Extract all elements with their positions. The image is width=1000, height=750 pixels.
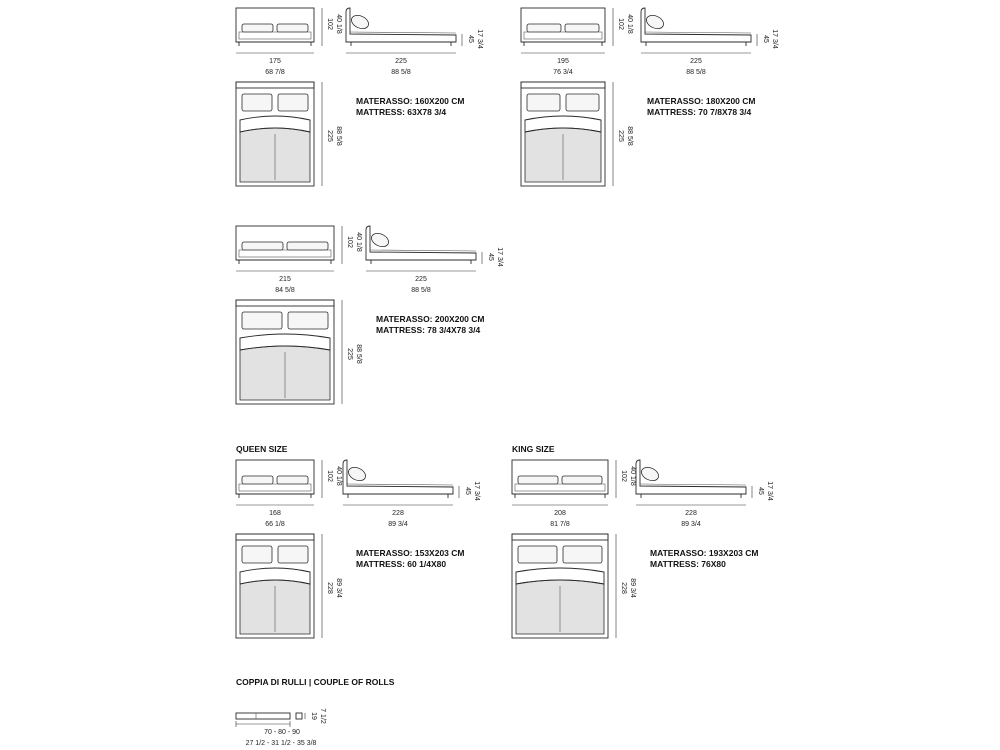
side-length-cm: 225: [690, 58, 702, 65]
roll-height-cm: 19: [310, 712, 317, 720]
top-headboard: [236, 534, 314, 540]
side-view: [343, 460, 480, 528]
top-headboard: [236, 300, 334, 306]
side-height-cm: 45: [757, 487, 764, 495]
side-pillow: [369, 231, 390, 249]
pillow-right: [565, 24, 599, 32]
top-pillow-right: [278, 94, 308, 111]
side-view: [366, 226, 503, 294]
materasso-label: MATERASSO: 193X203 CM: [650, 548, 759, 558]
side-height-in: 17 3/4: [473, 481, 480, 501]
top-pillow-right: [278, 546, 308, 563]
height-in: 40 1/8: [335, 466, 342, 486]
roll-length-in: 27 1/2 - 31 1/2 - 35 3/8: [245, 740, 317, 747]
top-view: [236, 534, 342, 638]
height-cm: 102: [617, 18, 624, 30]
front-view: [236, 226, 362, 294]
front-width-in: 66 1/8: [265, 521, 285, 528]
roll-length-cm: 70 - 80 - 90: [264, 729, 300, 736]
side-view: [641, 8, 778, 76]
front-width-in: 84 5/8: [275, 287, 295, 294]
bed-block-bed-180: [521, 8, 778, 186]
front-width-in: 68 7/8: [265, 69, 285, 76]
height-cm: 102: [346, 236, 353, 248]
side-pillow: [346, 465, 367, 483]
top-length-cm: 228: [620, 582, 627, 594]
mattress-label: MATTRESS: 60 1/4X80: [356, 559, 447, 569]
mattress-label: MATTRESS: 78 3/4X78 3/4: [376, 325, 481, 335]
top-length-in: 89 3/4: [629, 578, 636, 598]
height-cm: 102: [620, 470, 627, 482]
pillow-left: [242, 242, 283, 250]
top-length-in: 88 5/8: [335, 126, 342, 146]
top-pillow-left: [242, 94, 272, 111]
pillow-left: [242, 476, 273, 484]
pillow-left: [242, 24, 273, 32]
side-height-in: 17 3/4: [476, 29, 483, 49]
side-view: [346, 8, 483, 76]
bed-block-bed-king: [512, 444, 773, 638]
top-pillow-right: [563, 546, 602, 563]
side-pillow: [639, 465, 660, 483]
bed-size-heading: QUEEN SIZE: [236, 444, 288, 454]
top-pillow-left: [242, 312, 282, 329]
height-in: 40 1/8: [355, 232, 362, 252]
side-length-cm: 225: [395, 58, 407, 65]
side-pillow: [644, 13, 665, 31]
top-view: [521, 82, 633, 186]
materasso-label: MATERASSO: 200X200 CM: [376, 314, 485, 324]
top-length-in: 89 3/4: [335, 578, 342, 598]
top-length-in: 88 5/8: [626, 126, 633, 146]
bed-block-bed-160: [236, 8, 483, 186]
front-width-in: 81 7/8: [550, 521, 570, 528]
top-view: [512, 534, 636, 638]
mattress-front: [239, 32, 311, 39]
height-cm: 102: [326, 18, 333, 30]
front-width-cm: 208: [554, 510, 566, 517]
height-cm: 102: [326, 470, 333, 482]
top-headboard: [512, 534, 608, 540]
mattress-label: MATTRESS: 76X80: [650, 559, 726, 569]
side-mattress-line: [370, 250, 476, 251]
side-length-cm: 228: [685, 510, 697, 517]
roll-side-view: [296, 713, 302, 719]
side-height-in: 17 3/4: [766, 481, 773, 501]
roll-top-view: [236, 713, 290, 719]
top-headboard: [521, 82, 605, 88]
bed-block-bed-200: [236, 226, 503, 404]
bed-block-bed-queen: [236, 444, 480, 638]
pillow-left: [518, 476, 558, 484]
mattress-front: [239, 484, 311, 491]
mattress-label: MATTRESS: 63X78 3/4: [356, 107, 447, 117]
top-length-in: 88 5/8: [355, 344, 362, 364]
top-length-cm: 225: [617, 130, 624, 142]
side-view: [636, 460, 773, 528]
top-view: [236, 300, 362, 404]
side-length-in: 89 3/4: [681, 521, 701, 528]
side-length-cm: 225: [415, 276, 427, 283]
top-headboard: [236, 82, 314, 88]
front-view: [521, 8, 633, 76]
pillow-right: [562, 476, 602, 484]
materasso-label: MATERASSO: 153X203 CM: [356, 548, 465, 558]
side-pillow: [349, 13, 370, 31]
front-view: [512, 460, 636, 528]
top-pillow-left: [242, 546, 272, 563]
height-in: 40 1/8: [626, 14, 633, 34]
front-width-cm: 195: [557, 58, 569, 65]
pillow-right: [277, 24, 308, 32]
front-width-cm: 168: [269, 510, 281, 517]
front-view: [236, 460, 342, 528]
side-mattress-line: [645, 32, 751, 33]
mattress-label: MATTRESS: 70 7/8X78 3/4: [647, 107, 752, 117]
side-height-cm: 45: [464, 487, 471, 495]
top-length-cm: 225: [346, 348, 353, 360]
beds-layer: [236, 8, 778, 638]
top-pillow-right: [566, 94, 599, 111]
side-height-cm: 45: [467, 35, 474, 43]
mattress-front: [239, 250, 331, 257]
side-length-in: 88 5/8: [411, 287, 431, 294]
rolls-title: COPPIA DI RULLI | COUPLE OF ROLLS: [236, 677, 395, 687]
top-view: [236, 82, 342, 186]
materasso-label: MATERASSO: 180X200 CM: [647, 96, 756, 106]
side-length-in: 88 5/8: [391, 69, 411, 76]
side-height-cm: 45: [762, 35, 769, 43]
roll-height-in: 7 1/2: [319, 708, 326, 724]
materasso-label: MATERASSO: 160X200 CM: [356, 96, 465, 106]
front-width-cm: 175: [269, 58, 281, 65]
height-in: 40 1/8: [629, 466, 636, 486]
rolls-block: [236, 677, 395, 747]
side-mattress-line: [347, 484, 453, 485]
front-width-cm: 215: [279, 276, 291, 283]
pillow-left: [527, 24, 561, 32]
front-width-in: 76 3/4: [553, 69, 573, 76]
top-pillow-right: [288, 312, 328, 329]
top-length-cm: 228: [326, 582, 333, 594]
side-mattress-line: [640, 484, 746, 485]
side-height-in: 17 3/4: [771, 29, 778, 49]
side-height-cm: 45: [487, 253, 494, 261]
pillow-right: [287, 242, 328, 250]
side-mattress-line: [350, 32, 456, 33]
top-pillow-left: [518, 546, 557, 563]
height-in: 40 1/8: [335, 14, 342, 34]
side-length-in: 88 5/8: [686, 69, 706, 76]
bed-size-heading: KING SIZE: [512, 444, 555, 454]
mattress-front: [515, 484, 605, 491]
top-length-cm: 225: [326, 130, 333, 142]
side-length-cm: 228: [392, 510, 404, 517]
side-height-in: 17 3/4: [496, 247, 503, 267]
pillow-right: [277, 476, 308, 484]
mattress-front: [524, 32, 602, 39]
side-length-in: 89 3/4: [388, 521, 408, 528]
top-pillow-left: [527, 94, 560, 111]
front-view: [236, 8, 342, 76]
